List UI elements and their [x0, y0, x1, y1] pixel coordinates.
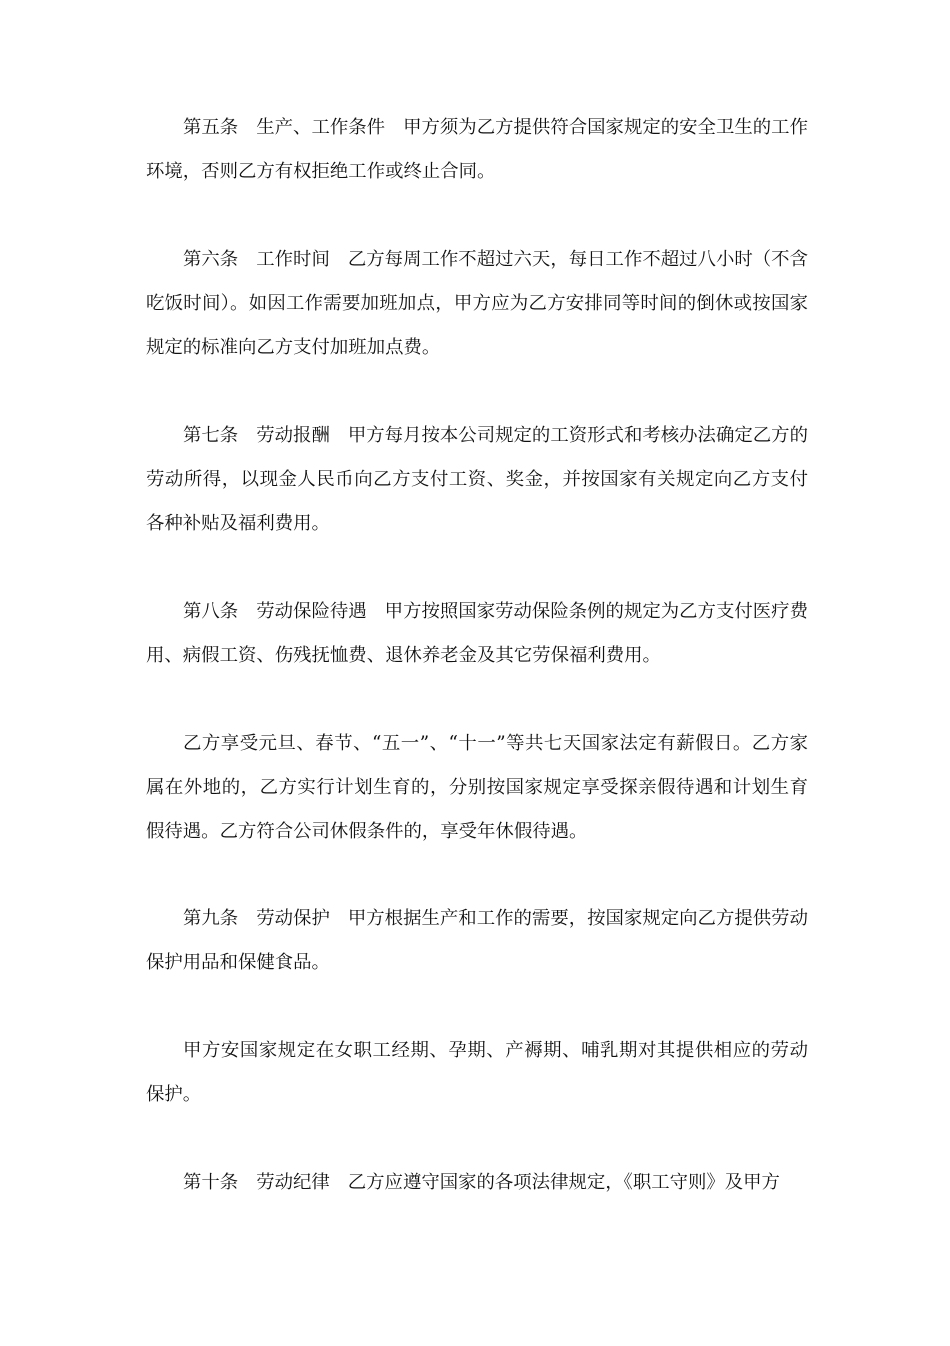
clause-9-paragraph — [146, 897, 808, 985]
clause-9-title: 劳动保护 — [256, 908, 330, 929]
clause-8-paragraph — [146, 590, 808, 678]
clause-7-body: 甲方每月按本公司规定的工资形式和考核办法确定乙方的劳动所得，以现金人民币向乙方支付工资、奖金，并按国家有关规定向乙方支付各种补贴及福利费用。 — [146, 425, 808, 534]
clause-10-paragraph — [146, 1161, 808, 1205]
clause-9-number: 第九条 — [183, 908, 239, 929]
clause-5-number: 第五条 — [183, 117, 239, 138]
clause-6-paragraph — [146, 238, 808, 370]
clause-7-number: 第七条 — [183, 425, 239, 446]
clause-8-number: 第八条 — [183, 601, 239, 622]
holiday-text: 乙方享受元旦、春节、“五一”、“十一”等共七天国家法定有薪假日。乙方家属在外地的，乙方实行计划生育的，分别按国家规定享受探亲假待遇和计划生育假待遇。乙方符合公司休假条件的，享受年休假待遇。 — [146, 733, 808, 842]
clause-7-paragraph — [146, 414, 808, 546]
holiday-paragraph — [146, 722, 808, 854]
clause-8-title: 劳动保险待遇 — [256, 601, 367, 622]
clause-5-title: 生产、工作条件 — [256, 117, 386, 138]
clause-6-title: 工作时间 — [256, 249, 330, 270]
clause-5-body: 甲方须为乙方提供符合国家规定的安全卫生的工作环境，否则乙方有权拒绝工作或终止合同。 — [146, 117, 808, 182]
female-protection-text: 甲方安国家规定在女职工经期、孕期、产褥期、哺乳期对其提供相应的劳动保护。 — [146, 1040, 808, 1105]
clause-6-body: 乙方每周工作不超过六天，每日工作不超过八小时（不含吃饭时间）。如因工作需要加班加点，甲方应为乙方安排同等时间的倒休或按国家规定的标准向乙方支付加班加点费。 — [146, 249, 808, 358]
clause-6-number: 第六条 — [183, 249, 239, 270]
clause-7-title: 劳动报酬 — [256, 425, 330, 446]
clause-9-body: 甲方根据生产和工作的需要，按国家规定向乙方提供劳动保护用品和保健食品。 — [146, 908, 808, 973]
clause-10-title: 劳动纪律 — [256, 1172, 330, 1193]
clause-10-number: 第十条 — [183, 1172, 239, 1193]
female-protection-paragraph — [146, 1029, 808, 1117]
clause-10-body: 乙方应遵守国家的各项法律规定，《职工守则》及甲方 — [347, 1172, 780, 1193]
clause-5-paragraph — [146, 106, 808, 194]
clause-8-body: 甲方按照国家劳动保险条例的规定为乙方支付医疗费用、病假工资、伤残抚恤费、退休养老金及其它劳保福利费用。 — [146, 601, 808, 666]
